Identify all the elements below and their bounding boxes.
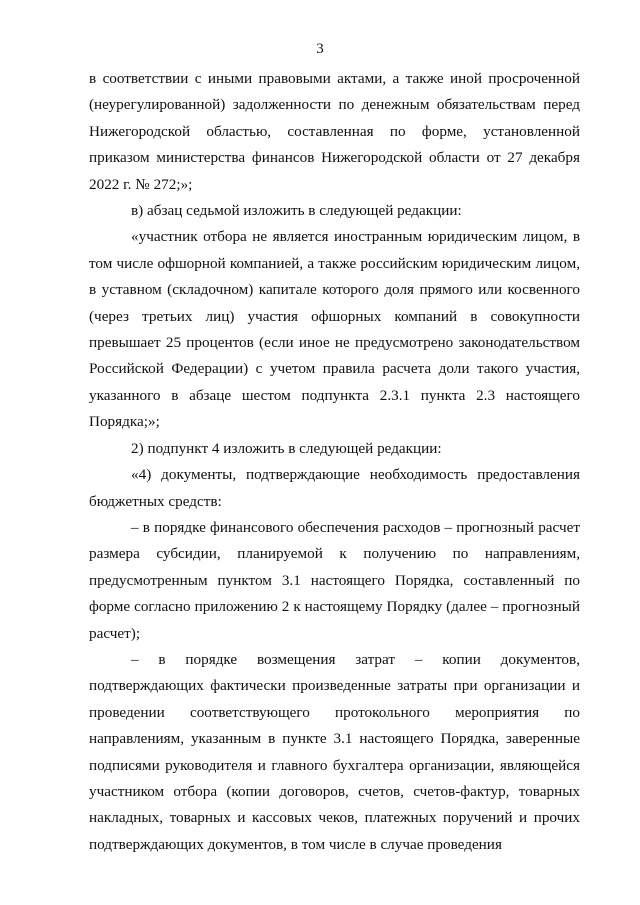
paragraph-cost-reimbursement: – в порядке возмещения затрат – копии документов, подтверждающих фактически произведенные затраты при организации и проведении соответствующего протокольного мероприятия по направлениям, указанным в пункте 3.1 настоящего Порядка, заверенные подписями руководителя и главного бухгалтера организации, являющейся участником отбора (копии договоров, счетов, счетов-фактур, товарных накладных, товарных и кассовых чеков, платежных поручений и прочих подтверждающих документов, в том числе в случае проведения (89, 650, 580, 853)
paragraph-continuation: в соответствии с иными правовыми актами, а также иной просроченной (неурегулированной) задолженности по денежным обязательствам перед Нижегородской областью, составленная по форме, установленной приказом министерства финансов Нижегородской области от 27 декабря 2022 г. № 272;»; (89, 70, 580, 193)
page-number: 3 (316, 41, 324, 57)
document-body (89, 66, 580, 858)
paragraph-documents-clause: «4) документы, подтверждающие необходимость предоставления бюджетных средств: (89, 466, 580, 510)
paragraph-financial-support: – в порядке финансового обеспечения расходов – прогнозный расчет размера субсидии, планируемой к получению по направлениям, предусмотренным пунктом 3.1 настоящего Порядка, составленный по форме согласно приложению 2 к настоящему Порядку (далее – прогнозный расчет); (89, 518, 580, 642)
paragraph-amendment-v: в) абзац седьмой изложить в следующей редакции: (131, 202, 462, 220)
paragraph-participant-clause: «участник отбора не является иностранным юридическим лицом, в том числе офшорной компанией, а также российским юридическим лицом, в уставном (складочном) капитале которого доля прямого или косвенного (через третьих лиц) участия офшорных компаний в совокупности превышает 25 процентов (если иное не предусмотрено законодательством Российской Федерации) с учетом правила расчета доли такого участия, указанного в абзаце шестом подпункта 2.3.1 пункта 2.3 настоящего Порядка;»; (89, 228, 580, 431)
paragraph-subitem-2: 2) подпункт 4 изложить в следующей редакции: (131, 439, 442, 457)
